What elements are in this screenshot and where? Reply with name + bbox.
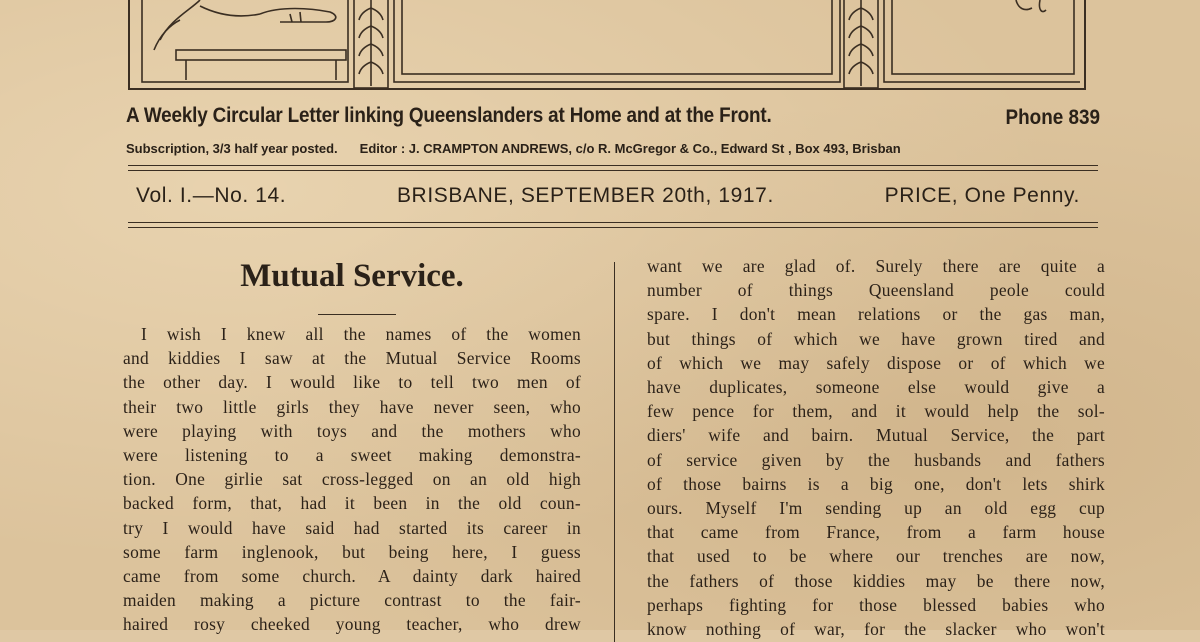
article-line: backed form, that, had it been in the old coun- [123,493,581,514]
masthead-art [140,0,1080,90]
article-line: know nothing of war, for the slacker who won't [647,619,1105,640]
article-line: haired rosy cheeked young teacher, who drew [123,614,581,635]
article-column-right [647,254,1105,641]
volume-number: Vol. I.—No. 14. [136,184,287,207]
article-line: few pence for them, and it would help the sol- [647,401,1105,422]
article-line: of which we may safely dispose or of which we [647,352,1105,373]
article-line: perhaps fighting for those blessed babies who [647,594,1105,615]
article-line: ours. Myself I'm sending up an old egg cup [647,498,1105,519]
article-line: came from some church. A dainty dark haired [123,566,581,587]
article-line: diers' wife and bairn. Mutual Service, the part [647,425,1105,446]
article-title: Mutual Service. [240,258,464,294]
article-line: the fathers of those kiddies may be there now, [647,570,1105,591]
article-line: but things of which we have grown tired and [647,328,1105,349]
article-line: were playing with toys and the mothers who [123,420,581,441]
place-date: BRISBANE, SEPTEMBER 20th, 1917. [396,184,774,207]
article-line: spare. I don't mean relations or the gas man, [647,304,1105,325]
article-line: of service given by the husbands and fathers [647,449,1105,470]
article-column-left [123,322,581,637]
masthead-illustration [128,0,1086,90]
dateline-rule [128,227,1098,228]
article-line: and kiddies I saw at the Mutual Service Rooms [123,348,581,369]
dateline-rule [128,222,1098,223]
header-rule [128,170,1098,171]
price: PRICE, One Penny. [884,184,1080,207]
masthead-tagline: A Weekly Circular Letter linking Queenslanders at Home and at the Front. [126,104,772,127]
article-line: want we are glad of. Surely there are quite a [647,256,1105,276]
article-line: that used to be where our trenches are now, [647,546,1105,567]
article-line: maiden making a picture contrast to the fair- [123,590,581,611]
article-line: were listening to a sweet making demonstra- [123,445,581,466]
article-line: some farm inglenook, but being here, I guess [123,541,581,562]
article-line: try I would have said had started its career in [123,517,581,538]
subscription-info: Subscription, 3/3 half year posted. [126,141,338,156]
article-line: that came from France, from a farm house [647,522,1105,543]
article-line: their two little girls they have never seen, who [123,396,581,417]
article-line: tion. One girlie sat cross-legged on an old high [123,469,581,490]
article-line: I wish I knew all the names of the women [141,324,581,344]
title-underline [318,314,396,315]
column-divider [614,262,615,642]
subscription-line [126,141,1096,156]
editor-info: Editor : J. CRAMPTON ANDREWS, c/o R. McGregor & Co., Edward St , Box 493, Brisban [359,141,901,156]
phone-number: Phone 839 [1005,106,1100,129]
article-line: of those bairns is a big one, don't lets shirk [647,473,1105,494]
article-line: the other day. I would like to tell two men of [123,372,581,393]
article-line: have duplicates, someone else would give a [647,377,1105,398]
article-line: number of things Queensland peole could [647,280,1105,301]
header-rule [128,165,1098,166]
dateline [136,184,1080,208]
